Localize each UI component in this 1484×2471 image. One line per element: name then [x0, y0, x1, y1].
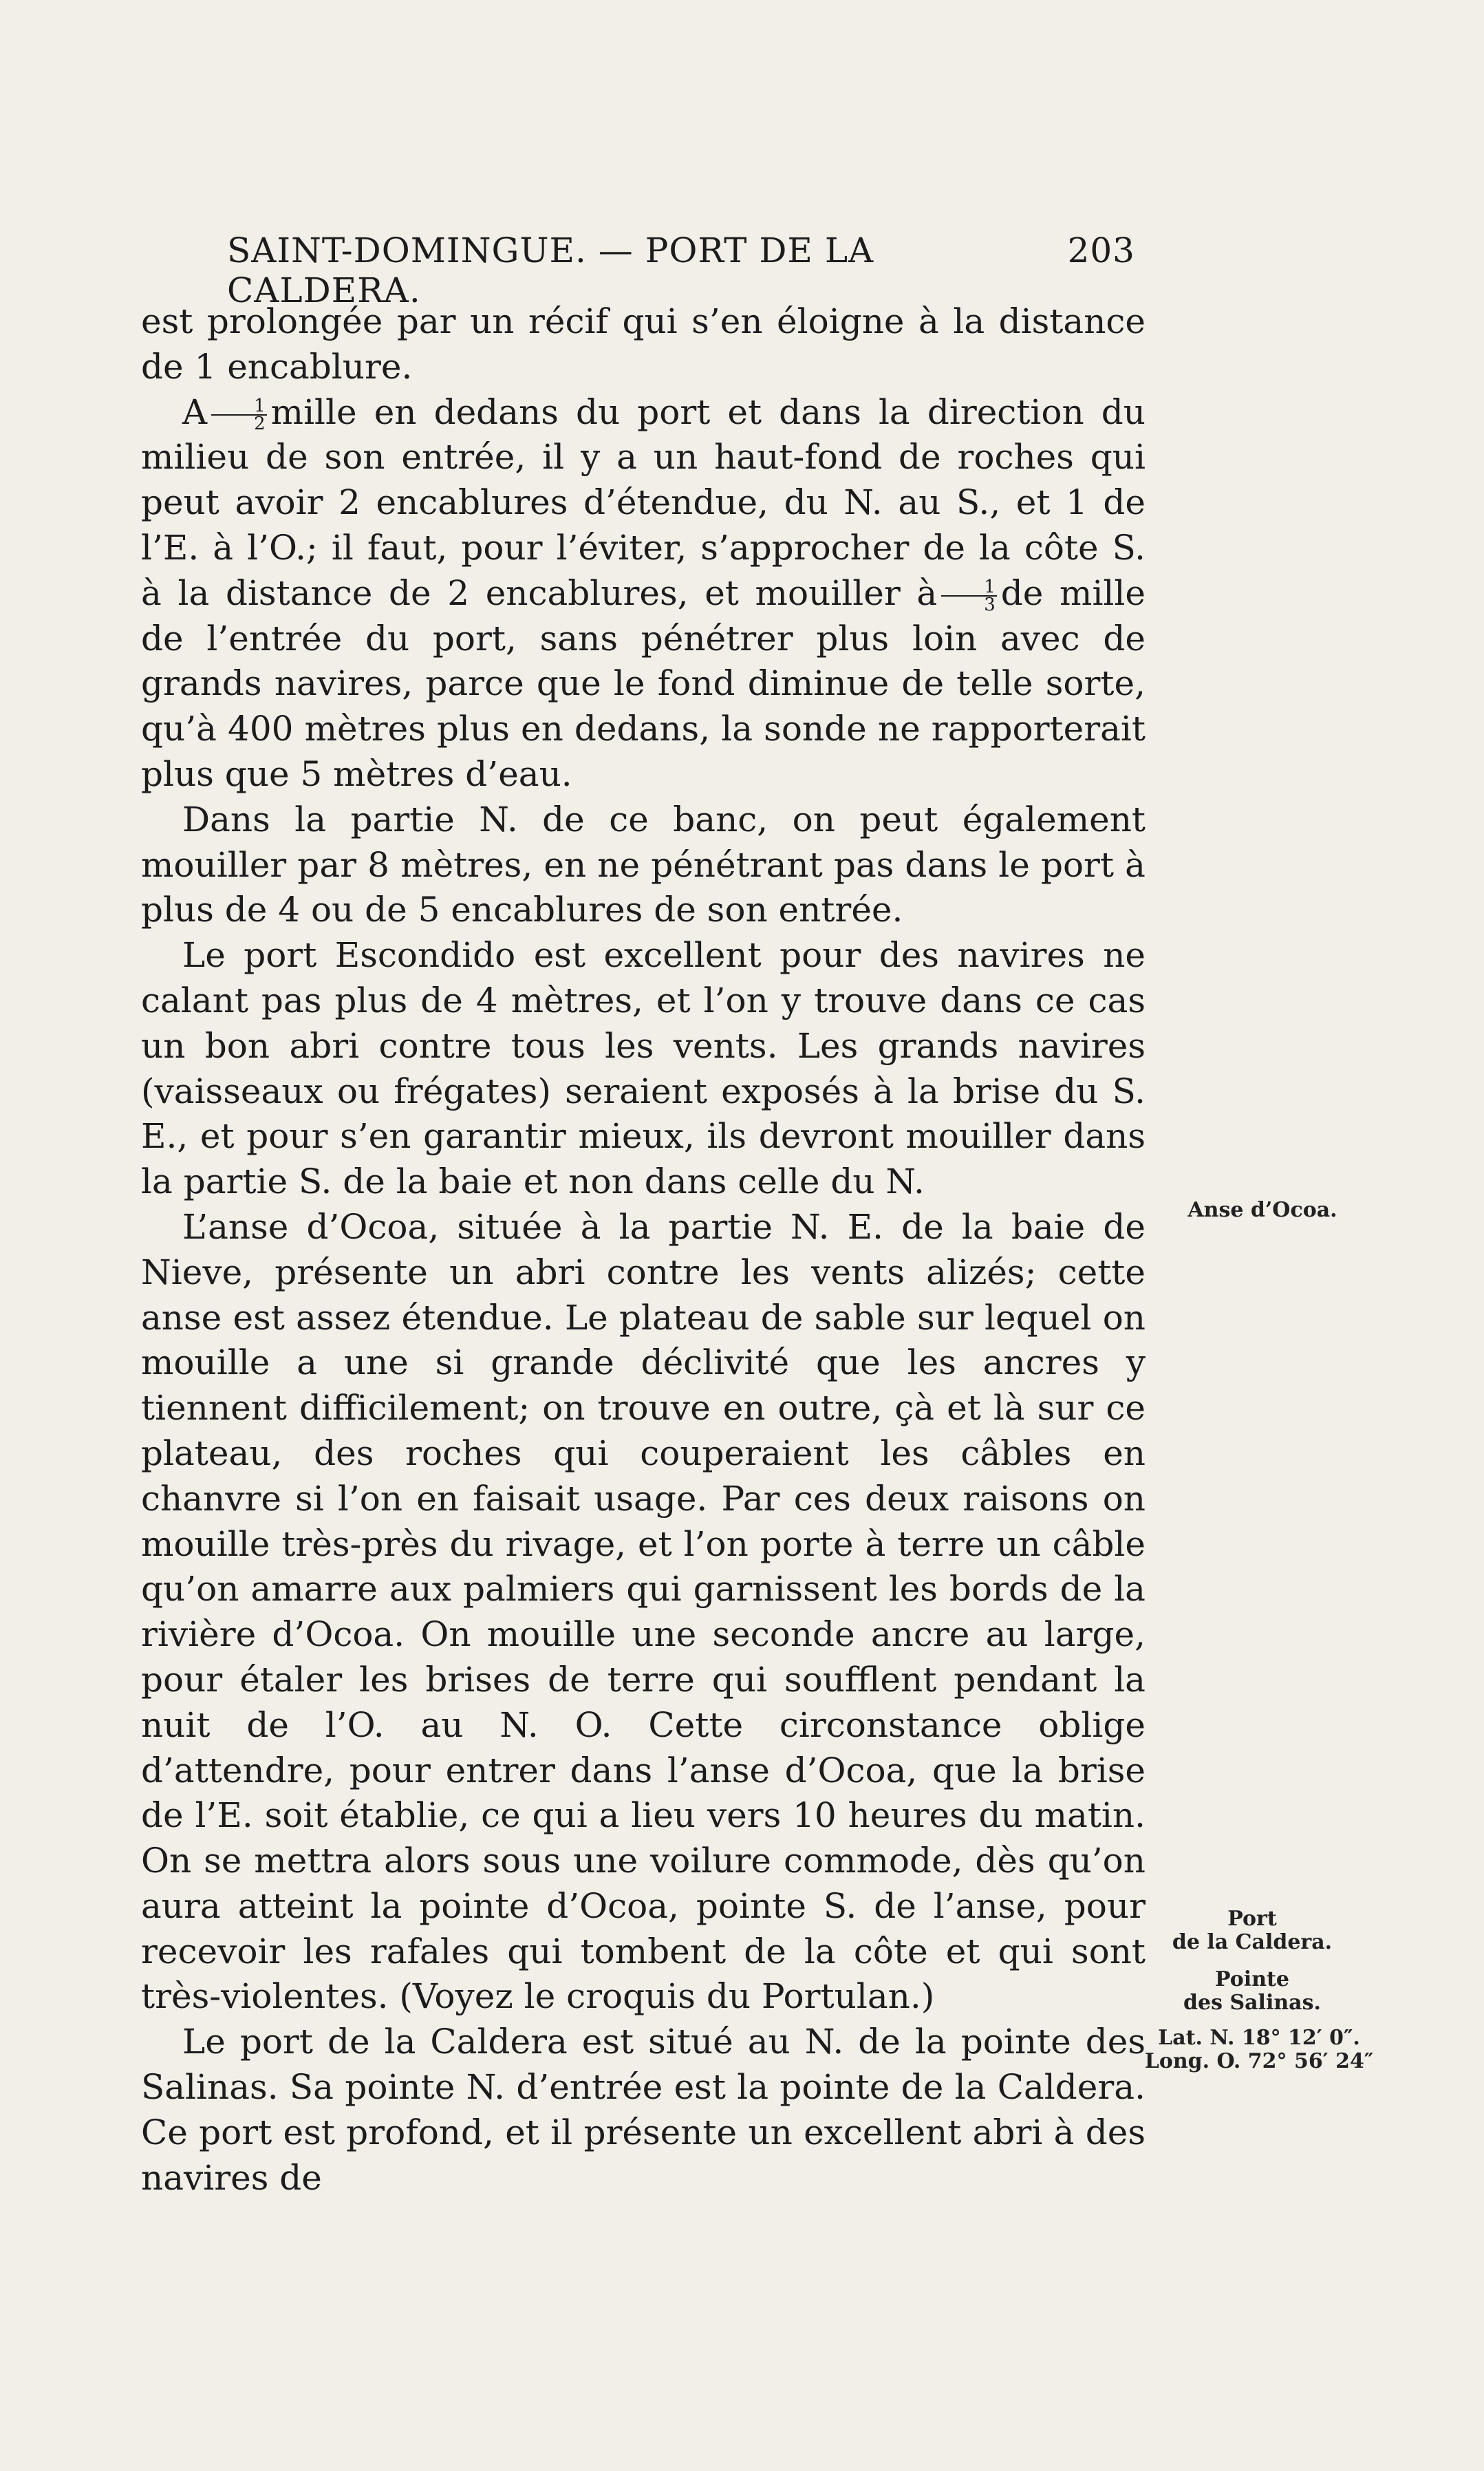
paragraph-5: L’anse d’Ocoa, située à la partie N. E. de la baie de Nieve, présente un abri contre les vents alizés; cette anse est assez étendue. Le plateau de sable sur lequel on mouille a une si grande déclivité que les ancres y tiennent difficilement; on trouve en outre, çà et là sur ce plateau, des roches qui couperaient les câbles en chanvre si l’on en faisait usage. Par ces deux raisons on mouille très-près du rivage, et l’on porte à terre un câble qu’on amarre aux palmiers qui garnissent les bords de la rivière d’Ocoa. On mouille une seconde ancre au large, pour étaler les brises de terre qui soufflent pendant la nuit de l’O. au N. O. Cette circonstance oblige d’attendre, pour entrer dans l’anse d’Ocoa, que la brise de l’E. soit établie, ce qui a lieu vers 10 heures du matin. On se mettra alors sous une voilure commode, dès qu’on aura atteint la pointe d’Ocoa, pointe S. de l’anse, pour recevoir les rafales qui tombent de la côte et qui sont très-violentes. (Voyez le croquis du Portulan.)	[141, 1206, 1146, 2017]
fraction-one-third	[941, 576, 997, 615]
paragraph-2-end: de mille de l’entrée du port, sans pénétrer plus loin avec de grands navires, parce que le fond diminue de telle sorte, qu’à 400 mètres plus en dedans, la sonde ne rapporterait plus que 5 mètres d’eau.	[141, 573, 1146, 794]
fraction-denominator: 3	[984, 594, 996, 615]
margin-note-port-line1: Port	[1227, 1907, 1277, 1931]
fraction-denominator: 2	[254, 413, 266, 434]
body-text	[141, 299, 1146, 2201]
fraction-numerator: 1	[941, 579, 997, 597]
margin-note-port-caldera	[1163, 1907, 1342, 1954]
fraction-one-half	[211, 395, 267, 434]
paragraph-2-middle: mille en dedans du port et dans la direction du milieu de son entrée, il y a un haut-fond de roches qui peut avoir 2 encablures d’étendue, du N. au S., et 1 de l’E. à l’O.; il faut, pour l’éviter, s’approcher de la côte S. à la distance de 2 encablures, et mouiller à	[141, 392, 1146, 613]
page-header	[227, 231, 1135, 310]
margin-note-port-line2: de la Caldera.	[1172, 1930, 1333, 1954]
paragraph-2-start: A	[182, 392, 208, 432]
paragraph-1: est prolongée par un récif qui s’en éloigne à la distance de 1 encablure.	[141, 301, 1146, 387]
margin-note-anse-docoa: Anse d’Ocoa.	[1187, 1198, 1337, 1222]
paragraph-4: Le port Escondido est excellent pour des navires ne calant pas plus de 4 mètres, et l’on y trouve dans ce cas un bon abri contre tous les vents. Les grands navires (vaisseaux ou frégates) seraient exposés à la brise du S. E., et pour s’en garantir mieux, ils devront mouiller dans la partie S. de la baie et non dans celle du N.	[141, 935, 1146, 1202]
fraction-numerator: 1	[211, 398, 267, 416]
paragraph-6: Le port de la Caldera est situé au N. de la pointe des Salinas. Sa pointe N. d’entrée est la pointe de la Caldera. Ce port est profond, et il présente un excellent abri à des navires de	[141, 2022, 1146, 2198]
margin-note-pointe-line1: Pointe	[1215, 1967, 1289, 1991]
paragraph-2	[141, 390, 1146, 798]
margin-note-pointe-line2: des Salinas.	[1183, 1991, 1321, 2015]
margin-note-coordinates	[1142, 2026, 1376, 2073]
page-number: 203	[1067, 231, 1135, 270]
margin-note-longitude: Long. O. 72° 56′ 24″	[1144, 2049, 1374, 2073]
paragraph-3: Dans la partie N. de ce banc, on peut également mouiller par 8 mètres, en ne pénétrant pas dans le port à plus de 4 ou de 5 encablures de son entrée.	[141, 799, 1146, 930]
running-title: SAINT-DOMINGUE. — PORT DE LA CALDERA.	[227, 231, 874, 310]
margin-note-latitude: Lat. N. 18° 12′ 0″.	[1158, 2026, 1360, 2050]
margin-note-pointe-salinas	[1163, 1968, 1342, 2015]
